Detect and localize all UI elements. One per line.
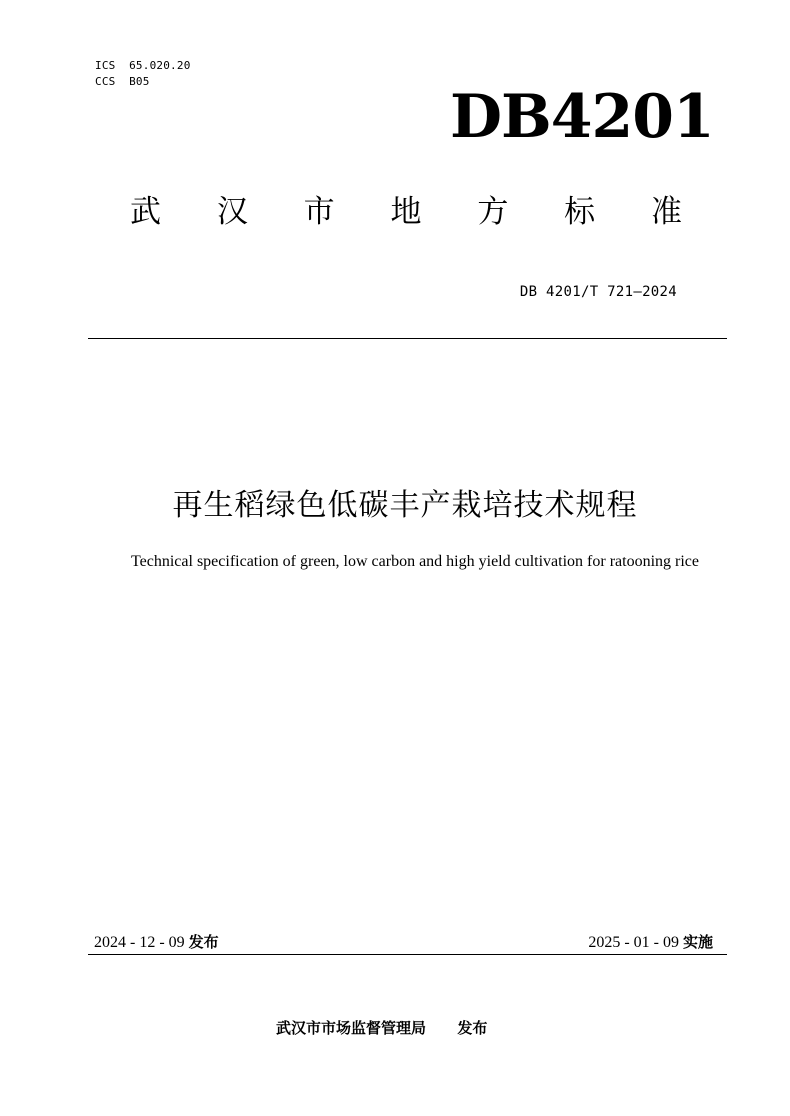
implement-date-line <box>588 931 713 954</box>
bottom-divider <box>88 954 727 955</box>
standard-type-char: 方 <box>477 194 509 230</box>
issuer-line <box>276 1017 487 1039</box>
title-chinese: 再生稻绿色低碳丰产栽培技术规程 <box>172 488 638 523</box>
top-divider <box>88 338 727 339</box>
standard-type-char: 地 <box>390 194 422 230</box>
issuer-name: 武汉市市场监督管理局 <box>276 1019 427 1037</box>
standard-number: DB 4201/T 721—2024 <box>519 284 677 300</box>
ics-code: ICS 65.020.20 <box>95 59 191 72</box>
implement-date: 2025 - 01 - 09 <box>588 934 679 951</box>
classification-codes <box>95 58 191 90</box>
issue-date-line <box>94 931 219 954</box>
issue-date: 2024 - 12 - 09 <box>94 934 185 951</box>
standard-type-char: 标 <box>564 194 596 230</box>
standard-type-char: 武 <box>130 194 161 230</box>
db-code-logo: DB4201 <box>450 82 714 152</box>
standard-type-char: 准 <box>650 194 682 230</box>
implement-label: 实施 <box>682 933 713 951</box>
standard-type <box>130 192 682 232</box>
issuer-action: 发布 <box>457 1019 488 1037</box>
standard-type-char: 汉 <box>216 194 248 230</box>
ccs-code: CCS B05 <box>95 75 150 88</box>
issue-label: 发布 <box>188 933 219 951</box>
standard-type-char: 市 <box>303 194 335 230</box>
title-english: Technical specification of green, low carbon and high yield cultivation for ratooning rice <box>130 553 699 570</box>
